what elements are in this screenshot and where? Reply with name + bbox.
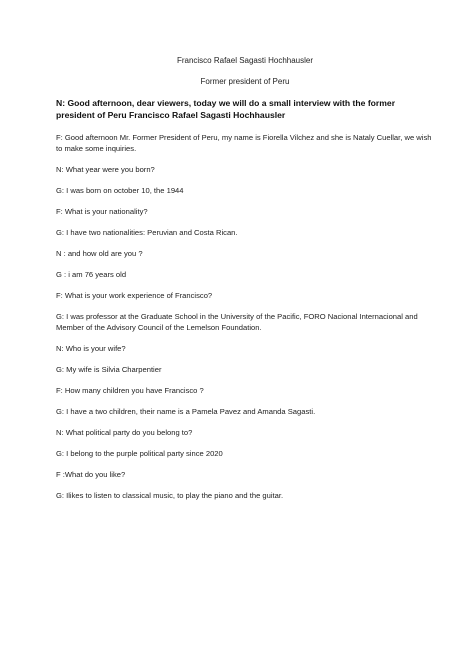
document-subtitle: Former president of Peru [200, 77, 290, 86]
dialogue-line: G: I was professor at the Graduate School in the University of the Pacific, FORO Nacional Internacional and Member of the Advisory Council of the Lemelson Foundation. [56, 312, 418, 332]
dialogue-line: N: What year were you born? [56, 165, 155, 174]
dialogue-line: G: I have two nationalities: Peruvian and Costa Rican. [56, 228, 238, 237]
dialogue-line: G: I have a two children, their name is a Pamela Pavez and Amanda Sagasti. [56, 407, 316, 416]
dialogue-line: G: Ilikes to listen to classical music, to play the piano and the guitar. [56, 491, 284, 500]
dialogue-line: F: What is your nationality? [56, 207, 148, 216]
dialogue-line: G: I was born on october 10, the 1944 [56, 186, 184, 195]
dialogue-line: G: I belong to the purple political party since 2020 [56, 449, 223, 458]
document-title: Francisco Rafael Sagasti Hochhausler [176, 56, 314, 65]
dialogue-line: F :What do you like? [56, 470, 126, 479]
dialogue-line: F: What is your work experience of Francisco? [56, 291, 213, 300]
dialogue-line: N: What political party do you belong to? [56, 428, 193, 437]
dialogue-line: N: Who is your wife? [56, 344, 126, 353]
dialogue-line: F: Good afternoon Mr. Former President of Peru, my name is Fiorella Vilchez and she is Nataly Cuellar, we wish to make some inquiries. [56, 133, 432, 153]
dialogue-line: G: My wife is Silvia Charpentier [56, 365, 162, 374]
dialogue-line: F: How many children you have Francisco ? [56, 386, 204, 395]
dialogue-line: N : and how old are you ? [56, 249, 143, 258]
dialogue-line: G : i am 76 years old [56, 270, 127, 279]
interview-intro: N: Good afternoon, dear viewers, today we will do a small interview with the former president of Peru Francisco Rafael Sagasti Hochhausler [56, 98, 396, 120]
